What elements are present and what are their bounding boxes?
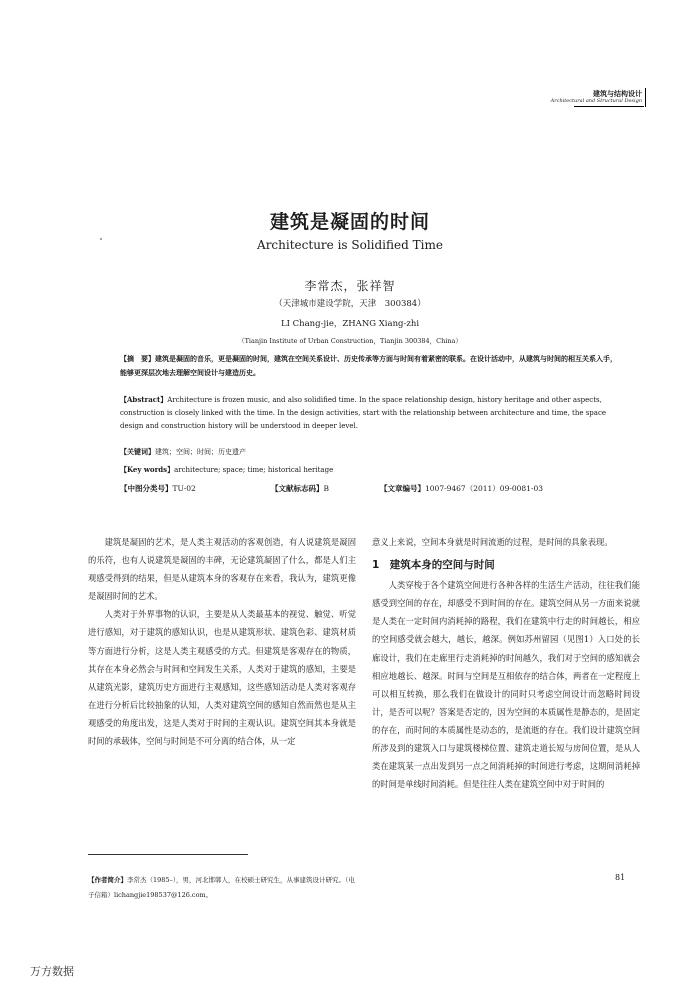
author-footnote [88,873,358,903]
abstract-cn-label: 【摘 要】 [120,354,155,363]
abstract-cn-text: 建筑是凝固的音乐，更是凝固的时间，建筑在空间关系设计、历史传承等方面与时间有着紧密的联系。在设计活动中，从建筑与时间的相互关系入手，能够更深层次地去理解空间设计与建造历史。 [120,354,617,377]
running-header-en: Architectural and Structural Design [550,98,642,104]
keywords-cn-text: 建筑；空间；时间；历史遗产 [155,448,246,456]
clc-number [120,483,196,494]
keywords-cn-label: 【关键词】 [120,447,155,456]
paper-title-en: Architecture is Solidified Time [257,238,443,252]
affiliation-en: （Tianjin Institute of Urban Construction，Tianjin 300384，China） [238,337,462,345]
body-left-column [88,533,356,750]
paper-title: 建筑是凝固的时间 [269,211,430,233]
header-rule [574,106,644,107]
affiliation: （天津城市建设学院，天津 300384） [274,299,426,309]
abstract-cn [120,352,620,380]
keywords-cn [120,445,620,459]
running-header-cn: 建筑与结构设计 [593,89,642,98]
keywords-en [120,463,620,477]
doc-code [271,483,329,494]
paragraph: 人类对于外界事物的认识，主要是从人类最基本的视觉、触觉、听觉进行感知，对于建筑的感知认识，也是从建筑形状、建筑色彩、建筑材质等方面进行分析，这是人类主观感受的方式。但建筑是客观存在的物质，其存在本身必然会与时间和空间发生关系，人类对于建筑的感知，主要是从建筑光影，建筑历史方面进行主观感知，这些感知活动是人类对客观存在进行分析后比较抽象的认知，人类对建筑空间的感知自然而然也是从主观感受的角度出发，这是人类对于时间的主观认识。建筑空间其本身就是时间的承载体，空间与时间是不可分离的结合体，从一定 [88,609,356,747]
header-bar [645,88,646,107]
paragraph: 建筑是凝固的艺术，是人类主观活动的客观创造，有人说建筑是凝固的乐符，也有人说建筑是凝固的丰碑，无论建筑凝固了什么，都是人们主观感受得到的结果，但是从建筑本身的客观存在来看，我认为，建筑更像是凝固时间的艺术。 [88,537,356,602]
page-number: 81 [615,873,626,882]
article-label: 【文章编号】 [380,484,425,493]
doc-value: B [323,484,330,493]
footnote-rule [88,854,248,855]
clc-label: 【中图分类号】 [120,484,173,493]
clc-value: TU-02 [172,484,196,493]
keywords-en-label: 【Key words】 [120,465,175,474]
paragraph: 意义上来说，空间本身就是时间流逝的过程，是时间的具象表现。 [372,537,613,547]
paragraph: 人类穿梭于各个建筑空间进行各种各样的生活生产活动，往往我们能感受到空间的存在，却感受不到时间的存在。建筑空间从另一方面来说就是人类在一定时间内消耗掉的路程，我们在建筑中行走的时间越长，相应的空间感受就会越大，越长，越深。例如苏州留园（见图1）入口处的长廊设计，我们在走廊里行走消耗掉的时间越久，我们对于空间的感知就会相应地越长、越深。时间与空间是互相依存的结合体，两者在一定程度上可以相互转换，那么我们在做设计的同时只考虑空间设计而忽略时间设计，是否可以呢？答案是否定的，因为空间的本质属性是静态的，是固定的存在，而时间的本质属性是动态的，是流逝的存在。我们设计建筑空间所涉及到的建筑入口与建筑楼梯位置、建筑走道长短与房间位置，是从人类在建筑某一点出发到另一点之间消耗掉的时间进行考虑，这期间消耗掉的时间是单线时间消耗。但是往往人类在建筑空间中对于时间的 [372,580,640,790]
keywords-en-text: architecture; space; time; historical heritage [174,466,334,474]
section-heading: 1 建筑本身的空间与时间 [372,559,495,572]
abstract-en-text: Architecture is frozen music, and also solidified time. In the space relationship design, history heritage and other aspects, construction is closely linked with the time. In the design activities, start with the relationship between architecture and time, the space design and construction history will be understood in deeper level. [120,396,607,430]
footnote-label: 【作者简介】 [88,876,127,884]
footnote-text: 李常杰（1985–），男，河北邯郸人，在校硕士研究生，从事建筑设计研究。（电子信箱）lichangjie198537@126.com。 [88,876,355,899]
watermark-footer: 万方数据 [30,965,74,978]
abstract-en-label: 【Abstract】 [120,395,168,404]
body-right-column [372,533,640,793]
article-number [380,483,543,494]
authors-en: LI Chang-jie，ZHANG Xiang-zhi [280,319,420,329]
abstract-en [120,393,620,433]
doc-label: 【文献标志码】 [271,484,324,493]
authors: 李常杰，张祥智 [304,279,396,293]
article-value: 1007-9467（2011）09-0081-03 [425,484,544,493]
